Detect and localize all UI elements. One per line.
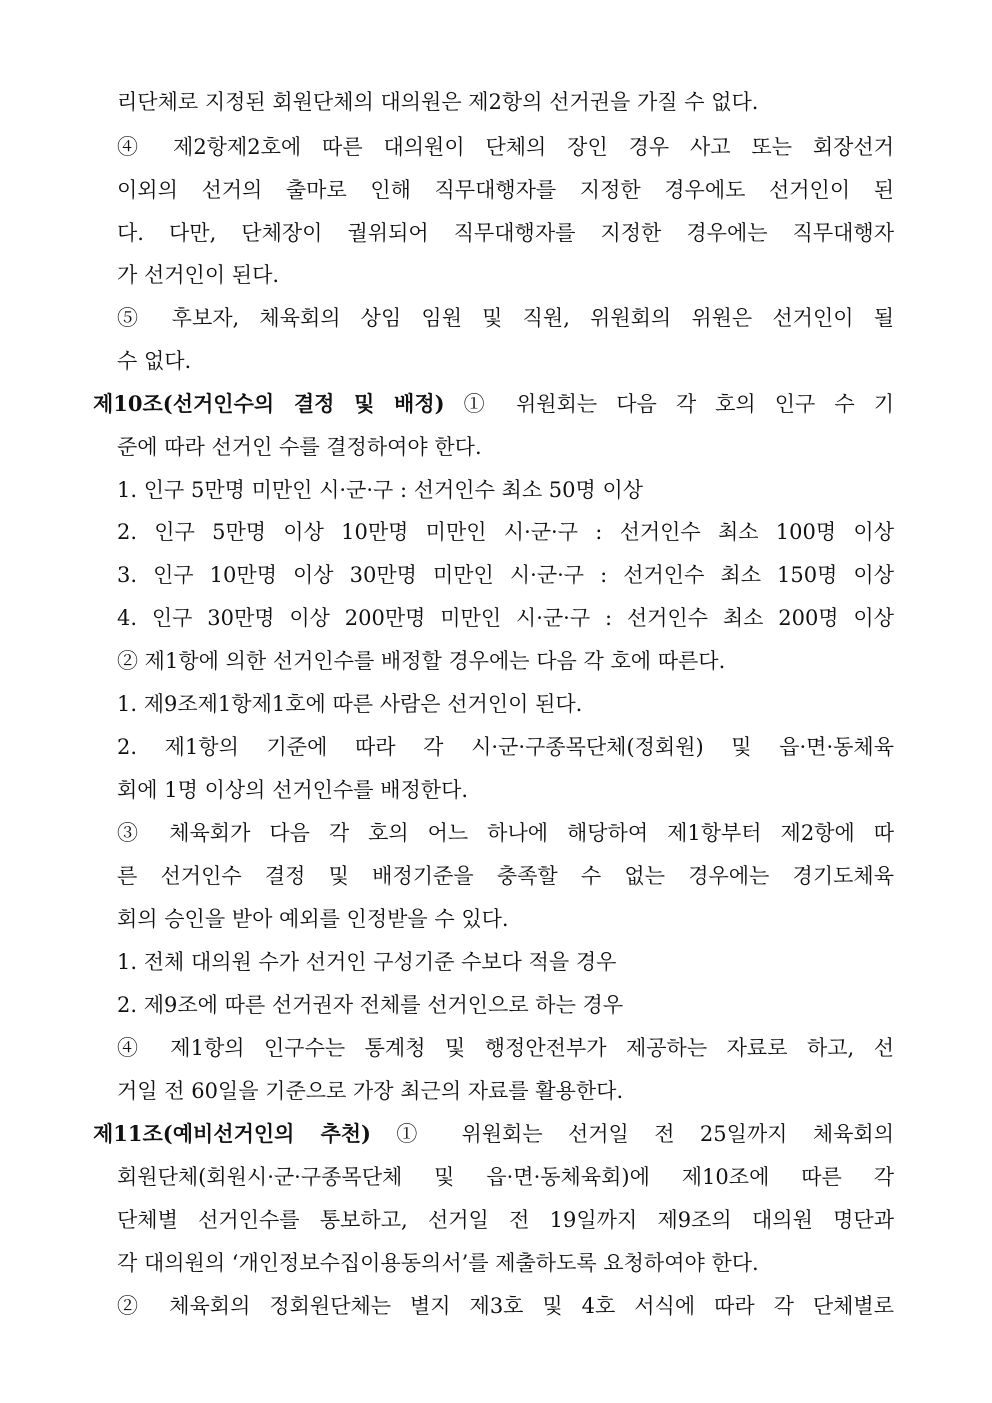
text-line-content: ② 체육회의 정회원단체는 별지 제3호 및 4호 서식에 따라 각 단체별로 xyxy=(117,1294,894,1318)
text-line-content: 리단체로 지정된 회원단체의 대의원은 제2항의 선거권을 가질 수 없다. xyxy=(117,90,759,114)
text-line xyxy=(0,1243,992,1283)
text-line xyxy=(0,942,992,982)
text-line xyxy=(0,856,894,896)
text-line xyxy=(0,1157,894,1197)
text-line xyxy=(0,899,992,939)
text-line xyxy=(0,684,992,724)
text-line-content: 수 없다. xyxy=(117,349,192,373)
text-line-content: 준에 따라 선거인 수를 결정하여야 한다. xyxy=(117,435,482,459)
text-line-content: 거일 전 60일을 기준으로 가장 최근의 자료를 활용한다. xyxy=(117,1079,624,1103)
text-line xyxy=(0,727,894,767)
text-line xyxy=(0,1200,894,1240)
text-line-content: ① 위원회는 선거일 전 25일까지 체육회의 xyxy=(396,1122,894,1146)
article-11-title: 제11조(예비선거인의 추천) xyxy=(93,1121,371,1146)
text-line xyxy=(0,512,894,552)
text-line xyxy=(0,1071,992,1111)
text-line xyxy=(0,985,992,1025)
article-11-heading-line xyxy=(0,1114,894,1154)
text-line-content: 회에 1명 이상의 선거인수를 배정한다. xyxy=(117,778,469,802)
text-line xyxy=(0,82,992,122)
text-line xyxy=(0,255,992,295)
text-line-content: 다. 다만, 단체장이 궐위되어 직무대행자를 지정한 경우에는 직무대행자 xyxy=(117,221,894,245)
text-line xyxy=(0,298,894,338)
article-10-title: 제10조(선거인수의 결정 및 배정) xyxy=(93,391,445,416)
text-line xyxy=(0,170,894,210)
text-line-content: 4. 인구 30만명 이상 200만명 미만인 시·군·구 : 선거인수 최소 200명 이상 xyxy=(117,606,894,630)
text-line-content: 1. 제9조제1항제1호에 따른 사람은 선거인이 된다. xyxy=(117,692,583,716)
text-line-content: ④ 제1항의 인구수는 통계청 및 행정안전부가 제공하는 자료로 하고, 선 xyxy=(117,1036,894,1060)
text-line-content: ① 위원회는 다음 각 호의 인구 수 기 xyxy=(463,392,894,416)
text-line xyxy=(0,598,894,638)
text-line xyxy=(0,770,992,810)
text-line-content: 단체별 선거인수를 통보하고, 선거일 전 19일까지 제9조의 대의원 명단과 xyxy=(117,1208,894,1232)
text-line-content: ② 제1항에 의한 선거인수를 배정할 경우에는 다음 각 호에 따른다. xyxy=(117,649,726,673)
text-line-content: ③ 체육회가 다음 각 호의 어느 하나에 해당하여 제1항부터 제2항에 따 xyxy=(117,821,894,845)
text-line xyxy=(0,813,894,853)
text-line xyxy=(0,555,894,595)
text-line xyxy=(0,427,992,467)
text-line xyxy=(0,641,992,681)
text-line-content: 회의 승인을 받아 예외를 인정받을 수 있다. xyxy=(117,907,509,931)
text-line-content: 3. 인구 10만명 이상 30만명 미만인 시·군·구 : 선거인수 최소 150명 이상 xyxy=(117,563,894,587)
text-line-content: 른 선거인수 결정 및 배정기준을 충족할 수 없는 경우에는 경기도체육 xyxy=(117,864,894,888)
text-line xyxy=(0,470,992,510)
text-line-content: 회원단체(회원시·군·구종목단체 및 읍·면·동체육회)에 제10조에 따른 각 xyxy=(117,1165,894,1189)
text-line xyxy=(0,1286,894,1326)
text-line xyxy=(0,1028,894,1068)
text-line-content: 2. 인구 5만명 이상 10만명 미만인 시·군·구 : 선거인수 최소 100명 이상 xyxy=(117,520,894,544)
article-10-heading-line xyxy=(0,384,894,424)
text-line-content: ⑤ 후보자, 체육회의 상임 임원 및 직원, 위원회의 위원은 선거인이 될 xyxy=(117,306,894,330)
text-line-content: ④ 제2항제2호에 따른 대의원이 단체의 장인 경우 사고 또는 회장선거 xyxy=(117,135,894,159)
text-line-content: 2. 제1항의 기준에 따라 각 시·군·구종목단체(정회원) 및 읍·면·동체육 xyxy=(117,735,894,759)
text-line-content: 1. 전체 대의원 수가 선거인 구성기준 수보다 적을 경우 xyxy=(117,950,617,974)
text-line-content: 각 대의원의 ‘개인정보수집이용동의서’를 제출하도록 요청하여야 한다. xyxy=(117,1251,759,1275)
text-line xyxy=(0,127,894,167)
text-line xyxy=(0,341,992,381)
text-line-content: 1. 인구 5만명 미만인 시·군·구 : 선거인수 최소 50명 이상 xyxy=(117,478,644,502)
text-line-content: 가 선거인이 된다. xyxy=(117,263,280,287)
text-line-content: 2. 제9조에 따른 선거권자 전체를 선거인으로 하는 경우 xyxy=(117,993,624,1017)
text-line-content: 이외의 선거의 출마로 인해 직무대행자를 지정한 경우에도 선거인이 된 xyxy=(117,178,894,202)
text-line xyxy=(0,213,894,253)
